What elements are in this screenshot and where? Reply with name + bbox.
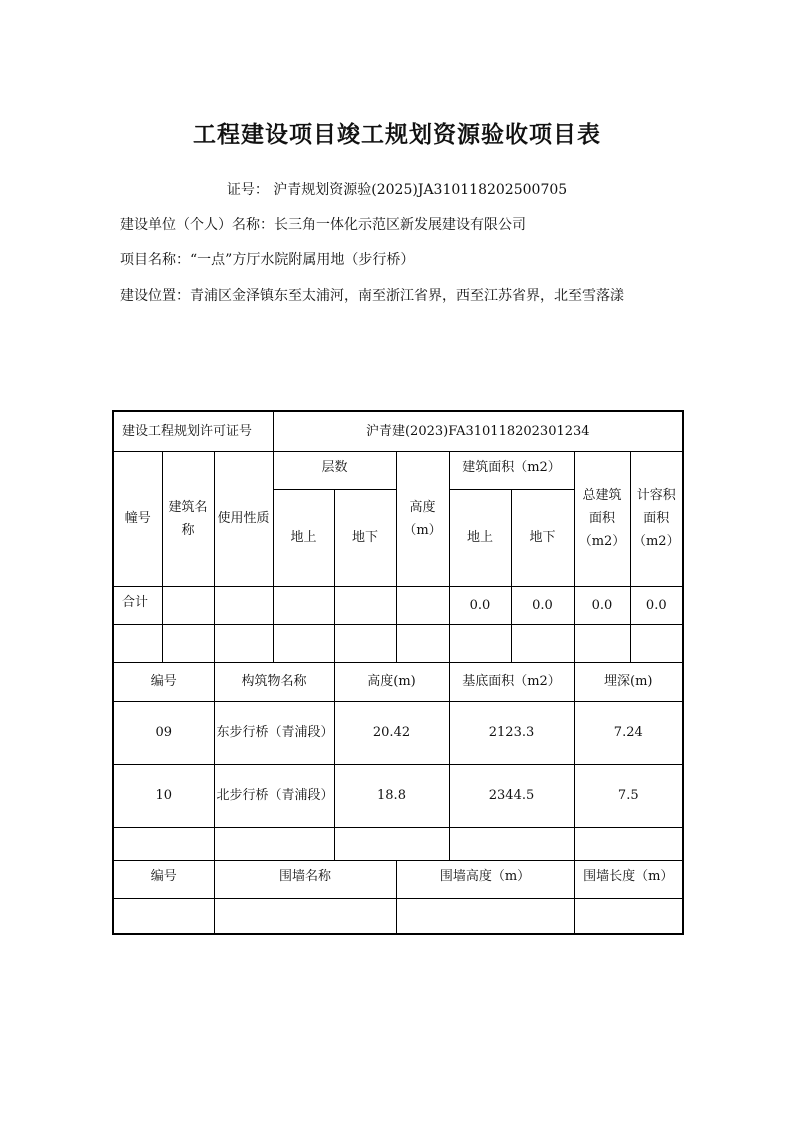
header-area-below: 地下: [511, 489, 574, 586]
project-name: 项目名称：“一点”方厅水院附属用地（步行桥）: [120, 252, 415, 268]
header-far-area: 计容积面积（m2）: [630, 451, 683, 586]
page-title: 工程建设项目竣工规划资源验收项目表: [193, 121, 601, 148]
structure-header-no: 编号: [113, 662, 214, 701]
structure-name: 北步行桥（青浦段）: [214, 764, 334, 827]
structure-depth: 7.5: [574, 764, 683, 827]
structure-no: 09: [113, 701, 214, 764]
wall-header-length: 围墙长度（m）: [574, 860, 683, 898]
total-row: [113, 586, 683, 624]
header-floors-above: 地上: [273, 489, 334, 586]
header-area-above: 地上: [449, 489, 511, 586]
table-row: [113, 701, 683, 764]
header-building-no: 幢号: [113, 451, 162, 586]
empty-wall-row: [113, 898, 683, 934]
structure-base-area: 2123.3: [449, 701, 574, 764]
certificate-number: 证号： 沪青规划资源验(2025)JA310118202500705: [226, 182, 568, 198]
permit-row: [113, 411, 683, 451]
permit-label: 建设工程规划许可证号: [113, 411, 273, 451]
total-area-above: 0.0: [449, 586, 511, 624]
structure-header-base-area: 基底面积（m2）: [449, 662, 574, 701]
structure-no: 10: [113, 764, 214, 827]
header-floors: 层数: [273, 451, 396, 489]
construction-location: 建设位置：青浦区金泽镇东至太浦河，南至浙江省界，西至江苏省界，北至雪落漾: [120, 288, 624, 304]
total-label: 合计: [113, 586, 162, 624]
wall-header-height: 围墙高度（m）: [396, 860, 574, 898]
header-total-area: 总建筑面积（m2）: [574, 451, 630, 586]
empty-structure-row: [113, 827, 683, 860]
header-height: 高度（m）: [396, 451, 449, 586]
total-far-area: 0.0: [630, 586, 683, 624]
building-header-row-1: [113, 451, 683, 489]
structure-height: 20.42: [334, 701, 449, 764]
structure-header-name: 构筑物名称: [214, 662, 334, 701]
total-area-below: 0.0: [511, 586, 574, 624]
wall-header-row: [113, 860, 683, 898]
structure-header-depth: 埋深(m): [574, 662, 683, 701]
empty-building-row: [113, 624, 683, 662]
structure-base-area: 2344.5: [449, 764, 574, 827]
acceptance-table: [112, 410, 684, 935]
wall-header-no: 编号: [113, 860, 214, 898]
permit-value: 沪青建(2023)FA310118202301234: [273, 411, 683, 451]
construction-unit: 建设单位（个人）名称：长三角一体化示范区新发展建设有限公司: [120, 217, 526, 233]
structure-height: 18.8: [334, 764, 449, 827]
total-total-area: 0.0: [574, 586, 630, 624]
header-floors-below: 地下: [334, 489, 396, 586]
table-row: [113, 764, 683, 827]
header-building-name: 建筑名称: [162, 451, 214, 586]
structure-header-row: [113, 662, 683, 701]
header-use: 使用性质: [214, 451, 273, 586]
wall-header-name: 围墙名称: [214, 860, 396, 898]
structure-header-height: 高度(m): [334, 662, 449, 701]
structure-name: 东步行桥（青浦段）: [214, 701, 334, 764]
structure-depth: 7.24: [574, 701, 683, 764]
header-floor-area: 建筑面积（m2）: [449, 451, 574, 489]
